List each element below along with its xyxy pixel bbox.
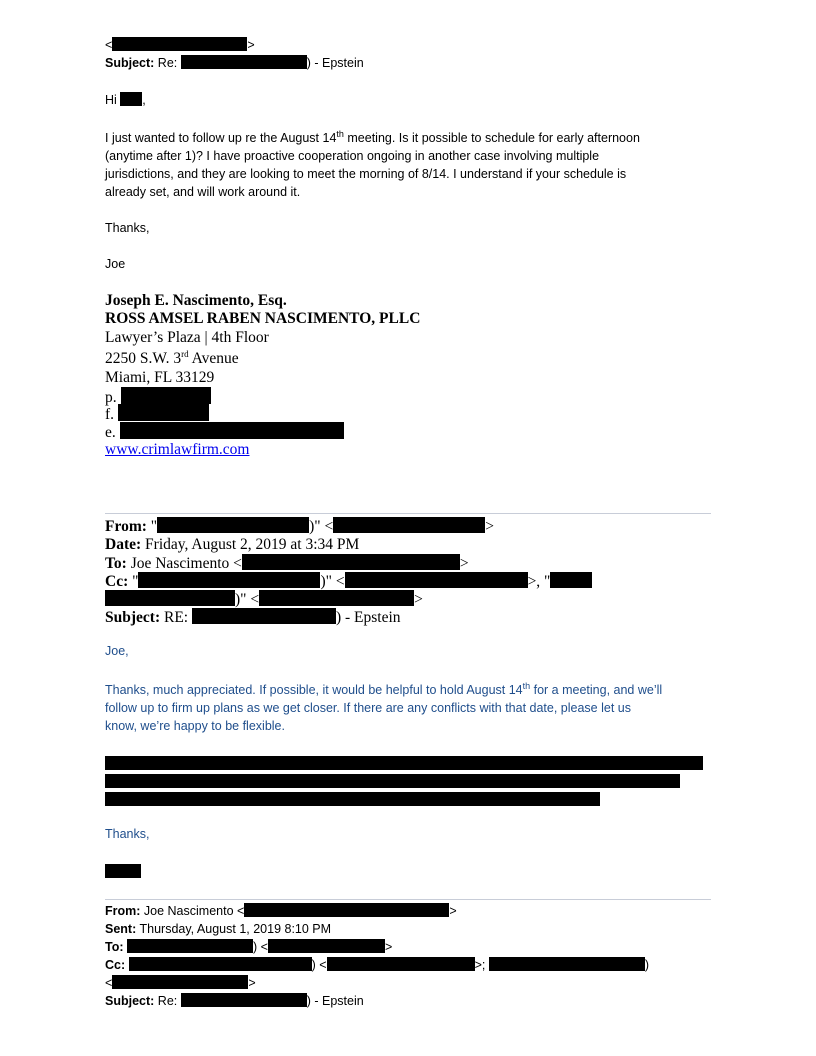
- text: )" <: [320, 573, 345, 590]
- date-value: Friday, August 2, 2019 at 3:34 PM: [145, 536, 360, 553]
- text: <: [105, 38, 113, 52]
- redaction: [333, 517, 485, 533]
- redaction: [121, 387, 211, 404]
- redaction: [550, 572, 592, 588]
- text: >: [414, 591, 423, 608]
- text: >;: [474, 958, 486, 972]
- divider: [105, 513, 711, 514]
- redaction: [259, 590, 414, 606]
- text: >: [449, 904, 457, 918]
- text: rd: [181, 348, 189, 359]
- redaction: [192, 608, 336, 624]
- sent-value: Thursday, August 1, 2019 8:10 PM: [139, 922, 332, 936]
- text: f.: [105, 406, 115, 423]
- text: >, ": [527, 573, 551, 590]
- text: Avenue: [188, 350, 239, 367]
- text: 2250 S.W. 3: [105, 350, 182, 367]
- text: >: [384, 940, 393, 954]
- greeting: [105, 91, 146, 109]
- redaction: [105, 792, 600, 806]
- redaction: [181, 993, 307, 1007]
- signature-firm: ROSS AMSEL RABEN NASCIMENTO, PLLC: [105, 310, 421, 327]
- text: for a meeting, and we’ll: [530, 683, 663, 697]
- redaction: [112, 37, 247, 51]
- redaction: [105, 590, 235, 606]
- signature-website: [105, 441, 249, 459]
- cc-label: Cc:: [105, 958, 126, 972]
- to-line: [105, 554, 469, 573]
- text: RE:: [163, 609, 189, 626]
- subject-label: Subject:: [105, 609, 161, 626]
- text: ) <: [311, 958, 327, 972]
- redaction: [345, 572, 528, 588]
- subject-line: [105, 608, 401, 627]
- text: Thanks, much appreciated. If possible, it would be helpful to hold August 14: [105, 683, 523, 697]
- cc-line-cont: [105, 974, 256, 992]
- date-line: [105, 536, 359, 554]
- body-line: (anytime after 1)? I have proactive cooperation ongoing in another case involving multiple: [105, 149, 600, 163]
- redaction: [120, 92, 142, 106]
- text: )" <: [235, 591, 260, 608]
- signature-building: Lawyer’s Plaza | 4th Floor: [105, 329, 269, 346]
- text: >: [247, 38, 255, 52]
- cc-label: Cc:: [105, 573, 129, 590]
- body-line: jurisdictions, and they are looking to meet the morning of 8/14. I understand if your schedule is: [105, 167, 627, 181]
- text: ) - Epstein: [306, 56, 364, 70]
- text: <: [105, 976, 113, 990]
- body-line: [105, 129, 640, 147]
- text: >: [485, 518, 494, 535]
- subject-line: [105, 54, 364, 72]
- text: th: [522, 680, 531, 691]
- redaction: [138, 572, 320, 588]
- subject-label: Subject:: [105, 994, 155, 1008]
- redaction: [489, 957, 645, 971]
- signature-street: [105, 350, 239, 368]
- text: Re:: [157, 56, 178, 70]
- text: Joe Nascimento <: [143, 904, 245, 918]
- subject-label: Subject:: [105, 56, 155, 70]
- text: Re:: [157, 994, 178, 1008]
- redaction: [112, 975, 248, 989]
- signature-email: [105, 422, 344, 442]
- closing: Thanks,: [105, 827, 150, 841]
- signature-fax: [105, 404, 209, 424]
- redaction: [105, 756, 703, 770]
- text: meeting. Is it possible to schedule for early afternoon: [343, 131, 640, 145]
- body-line: follow up to firm up plans as we get closer. If there are any conflicts with that date, please let us: [105, 701, 631, 715]
- from-label: From:: [105, 904, 141, 918]
- cc-line: [105, 956, 649, 974]
- address-line: [105, 36, 255, 54]
- from-label: From:: [105, 518, 147, 535]
- redaction: [244, 903, 449, 917]
- subject-line: [105, 992, 364, 1010]
- text: ": [150, 518, 158, 535]
- text: >: [459, 555, 469, 572]
- text: th: [336, 128, 344, 139]
- closing: Thanks,: [105, 221, 150, 235]
- redaction: [105, 864, 141, 878]
- to-label: To:: [105, 940, 124, 954]
- text: p.: [105, 389, 117, 406]
- body-line: know, we’re happy to be flexible.: [105, 719, 285, 733]
- text: ): [644, 958, 650, 972]
- text: ": [132, 573, 139, 590]
- redaction: [157, 517, 309, 533]
- signature-name: Joseph E. Nascimento, Esq.: [105, 292, 287, 309]
- redaction: [129, 957, 312, 971]
- signature-city: Miami, FL 33129: [105, 369, 215, 386]
- cc-line-cont: [105, 590, 423, 609]
- text: e.: [105, 424, 116, 441]
- text: ) <: [253, 940, 268, 954]
- text: ) - Epstein: [306, 994, 364, 1008]
- body-line: [105, 681, 662, 699]
- redaction: [181, 55, 307, 69]
- from-line: [105, 517, 494, 536]
- redaction: [118, 404, 209, 421]
- redaction: [105, 774, 680, 788]
- redaction: [268, 939, 385, 953]
- divider: [105, 899, 711, 900]
- greeting: Joe,: [105, 644, 129, 658]
- to-label: To:: [105, 555, 127, 572]
- text: )" <: [309, 518, 334, 535]
- sent-label: Sent:: [105, 922, 137, 936]
- to-line: [105, 938, 392, 956]
- cc-line: [105, 572, 592, 591]
- date-label: Date:: [105, 536, 142, 553]
- body-line: already set, and will work around it.: [105, 185, 301, 199]
- text: >: [248, 976, 256, 990]
- signoff: Joe: [105, 257, 126, 271]
- text: ,: [142, 93, 146, 107]
- sent-line: [105, 920, 331, 938]
- website-link[interactable]: www.crimlawfirm.com: [105, 441, 250, 458]
- text: Hi: [105, 93, 117, 107]
- text: Joe Nascimento <: [130, 555, 242, 572]
- redaction: [242, 554, 460, 570]
- redaction: [120, 422, 344, 439]
- redaction: [127, 939, 253, 953]
- text: I just wanted to follow up re the August 14: [105, 131, 337, 145]
- text: ) - Epstein: [335, 609, 401, 626]
- redaction: [327, 957, 475, 971]
- from-line: [105, 902, 457, 920]
